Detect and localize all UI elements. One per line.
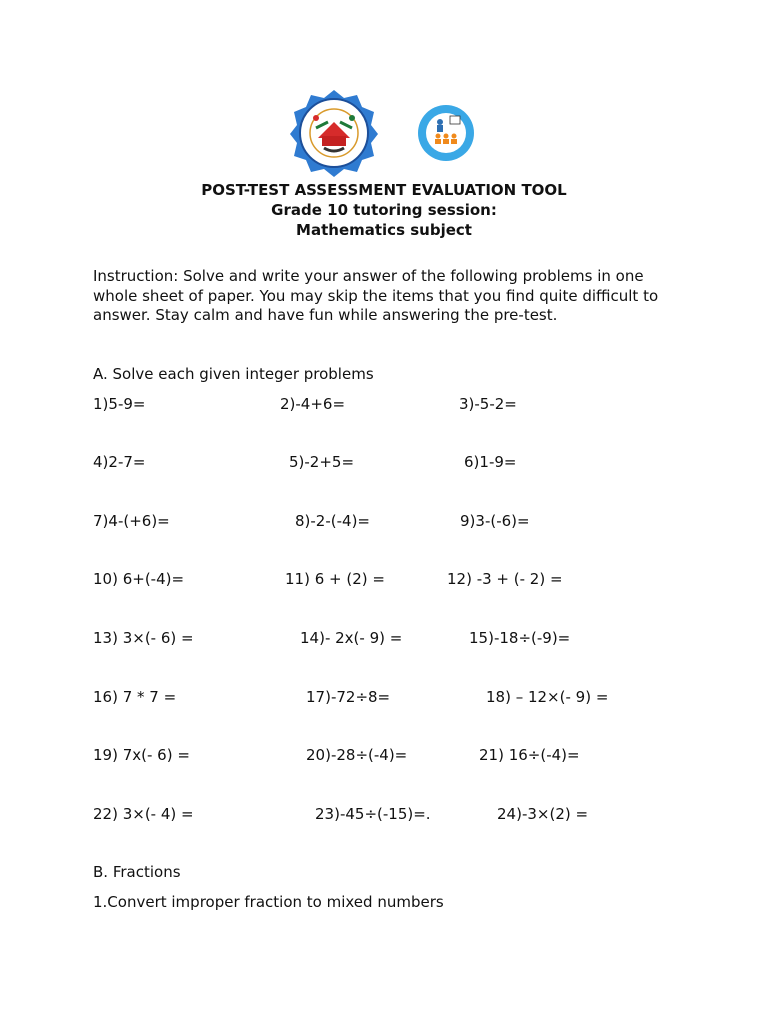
urban-service-seal-icon [416, 88, 476, 178]
document-title: POST-TEST ASSESSMENT EVALUATION TOOL [201, 181, 567, 199]
problem-15: 15)-18÷(-9)= [469, 629, 571, 647]
problem-9: 9)3-(-6)= [460, 512, 530, 530]
problem-19: 19) 7x(- 6) = [93, 746, 190, 764]
problem-10: 10) 6+(-4)= [93, 570, 185, 588]
section-b-item-1: 1.Convert improper fraction to mixed numbers [93, 893, 444, 911]
problem-14: 14)- 2x(- 9) = [300, 629, 403, 647]
problem-21: 21) 16÷(-4)= [479, 746, 580, 764]
document-subtitle: Grade 10 tutoring session: [271, 201, 497, 219]
document-header [0, 180, 768, 240]
problem-6: 6)1-9= [464, 453, 517, 471]
problem-12: 12) -3 + (- 2) = [447, 570, 563, 588]
problem-23: 23)-45÷(-15)=. [315, 805, 431, 823]
nstp-seal-icon [288, 88, 380, 178]
section-b-heading: B. Fractions [93, 863, 181, 881]
problem-2: 2)-4+6= [280, 395, 346, 413]
problem-13: 13) 3×(- 6) = [93, 629, 194, 647]
problem-18: 18) – 12×(- 9) = [486, 688, 609, 706]
problem-1: 1)5-9= [93, 395, 146, 413]
problem-8: 8)-2-(-4)= [295, 512, 370, 530]
instruction-paragraph: Instruction: Solve and write your answer of the following problems in one whole sheet of paper. You may skip the items that you find quite difficult to answer. Stay calm and have fun while answering the pre-test. [93, 267, 659, 324]
logo-row [0, 88, 768, 180]
problem-7: 7)4-(+6)= [93, 512, 170, 530]
problem-17: 17)-72÷8= [306, 688, 391, 706]
section-a-heading: A. Solve each given integer problems [93, 365, 374, 383]
problem-5: 5)-2+5= [289, 453, 355, 471]
problem-4: 4)2-7= [93, 453, 146, 471]
problem-20: 20)-28÷(-4)= [306, 746, 408, 764]
problem-22: 22) 3×(- 4) = [93, 805, 194, 823]
problem-16: 16) 7 * 7 = [93, 688, 177, 706]
document-subject: Mathematics subject [296, 221, 472, 239]
problem-11: 11) 6 + (2) = [285, 570, 385, 588]
problem-3: 3)-5-2= [459, 395, 517, 413]
problem-24: 24)-3×(2) = [497, 805, 589, 823]
